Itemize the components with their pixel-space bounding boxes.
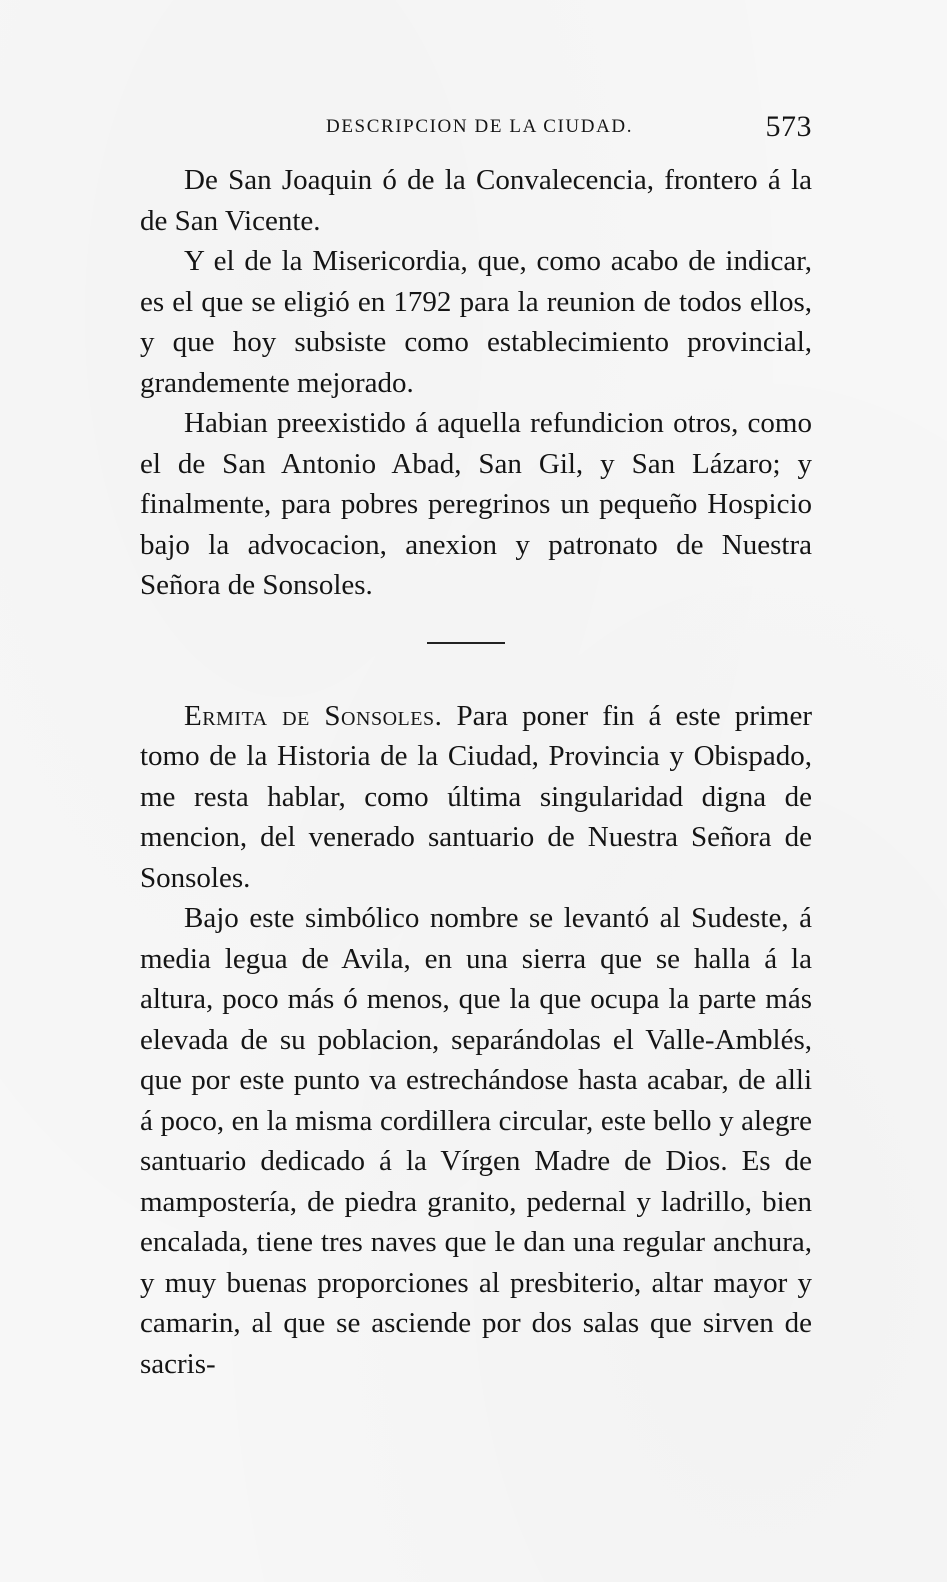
paragraph-ermita xyxy=(140,696,812,899)
paragraph-preexistido: Habian preexistido á aquella refundicion otros, como el de San Antonio Abad, San Gil, y San Lázaro; y finalmente, para pobres peregrinos un pequeño Hospicio bajo la advocacion, anexion y patronato de Nuestra Señora de Sonsoles. xyxy=(140,407,812,601)
page-number: 573 xyxy=(765,110,812,143)
paragraph-misericordia: Y el de la Misericordia, que, como acabo de indicar, es el que se eligió en 1792 para la reunion de todos ellos, y que hoy subsiste como establecimiento provincial, grandemente mejorado. xyxy=(140,245,812,399)
paragraph-ermita-text: Para poner fin á este primer tomo de la Historia de la Ciudad, Provincia y Obispado, me resta hablar, como última singularidad digna de mencion, del venerado santuario de Nuestra Señora de Sonsoles. xyxy=(140,699,813,894)
section-heading-ermita: Ermita de Sonsoles. xyxy=(184,699,443,732)
page-header xyxy=(140,110,812,146)
paragraph-bajo-este: Bajo este simbólico nombre se levantó al Sudeste, á media legua de Avila, en una sierra que se halla á la altura, poco más ó menos, que la que ocupa la parte más elevada de su poblacion, separándolas el Valle-Amblés, que por este punto va estrechándose hasta acabar, de alli á poco, en la misma cordillera circular, este bello y alegre santuario dedicado á la Vírgen Madre de Dios. Es de mampostería, de piedra granito, pedernal y ladrillo, bien encalada, tiene tres naves que le dan una regular anchura, y muy buenas proporciones al presbiterio, altar mayor y camarin, al que se asciende por dos salas que sirven de sacris- xyxy=(140,902,812,1380)
paragraph-san-joaquin: De San Joaquin ó de la Convalecencia, frontero á la de San Vicente. xyxy=(140,164,812,237)
body-text xyxy=(140,160,812,1384)
section-divider xyxy=(427,642,505,644)
running-head: DESCRIPCION DE LA CIUDAD. xyxy=(326,116,634,137)
